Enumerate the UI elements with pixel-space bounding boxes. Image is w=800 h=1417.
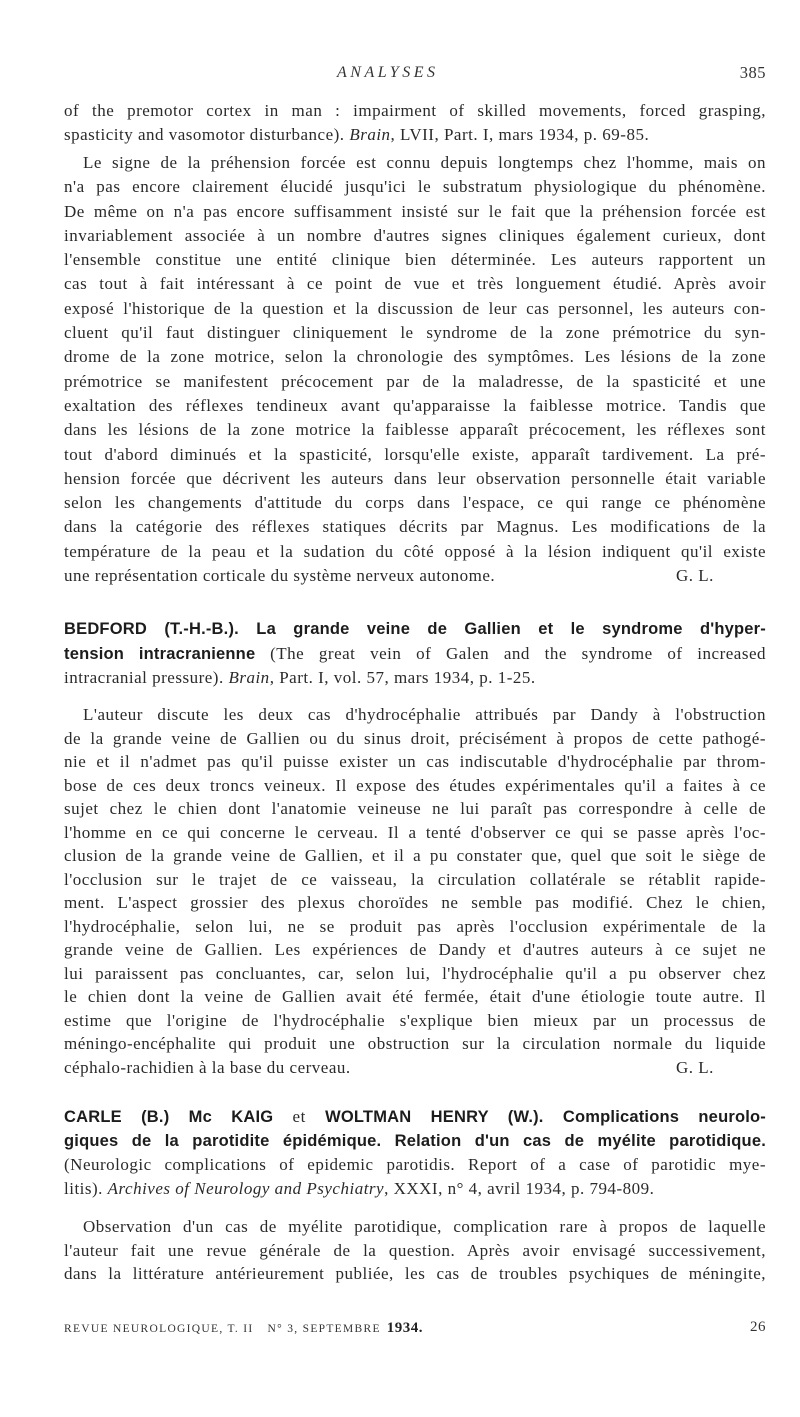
heading-line bbox=[64, 666, 766, 691]
author-names: WOLTMAN HENRY (W.). bbox=[325, 1108, 563, 1126]
footer-journal: REVUE NEUROLOGIQUE, T. II bbox=[64, 1323, 254, 1335]
citation-text: spasticity and vasomotor disturbance). bbox=[64, 124, 350, 144]
page-number: 385 bbox=[739, 63, 766, 82]
journal-title: Brain bbox=[349, 124, 391, 144]
article-title: Complications neurolo- bbox=[562, 1108, 766, 1126]
heading-line: (Neurologic complications of epidemic parotidis. Report of a case of parotidic mye- bbox=[64, 1155, 766, 1174]
article-title: giques de la parotidite épidémique. Relation d'un cas de myélite parotidique. bbox=[64, 1132, 766, 1150]
body-line: ment. L'aspect grossier des plexus choroïdes ne semble pas modifié. Chez le chien, bbox=[64, 893, 766, 912]
abstract-2-body bbox=[64, 703, 766, 1079]
abstract-1-citation bbox=[64, 99, 766, 146]
citation-line bbox=[64, 123, 766, 147]
body-line: de la grande veine de Gallien ou du sinus droit, précisément à propos de cette pathogé- bbox=[64, 728, 766, 748]
body-line bbox=[64, 564, 766, 588]
body-line: méningo-encéphalite qui produit une obstruction sur la circulation normale du liquide bbox=[64, 1034, 766, 1053]
body-line: exaltation des réflexes tendineux avant qu'apparaisse la faiblesse motrice. Tandis que bbox=[64, 395, 766, 415]
body-line: le chien dont la veine de Gallien avait été fermée, était d'une étiologie toute autre. Il bbox=[64, 987, 766, 1006]
body-text: une représentation corticale du système nerveux autonome. bbox=[64, 566, 496, 586]
body-line: selon les changements d'attitude du corps dans l'espace, ce qui range ce phénomène bbox=[64, 493, 766, 513]
english-title: litis). bbox=[64, 1179, 108, 1198]
page-footer bbox=[64, 1315, 766, 1339]
body-line: sujet chez le chien dont l'anatomie veineuse ne lui paraît pas correspondre à celle de bbox=[64, 799, 766, 818]
reviewer-initials: G. L. bbox=[676, 1057, 714, 1077]
footer-year: 1934. bbox=[386, 1320, 424, 1336]
body-text: céphalo-rachidien à la base du cerveau. bbox=[64, 1057, 351, 1077]
body-line: Observation d'un cas de myélite parotidique, complication rare à propos de laquelle bbox=[83, 1217, 766, 1236]
reviewer-initials: G. L. bbox=[676, 566, 714, 586]
body-line: L'auteur discute les deux cas d'hydrocéphalie attribués par Dandy à l'obstruction bbox=[83, 705, 766, 724]
body-line: température de la peau et la sudation du côté opposé à la lésion indiquent qu'il existe bbox=[64, 541, 766, 561]
english-title: intracranial pressure). bbox=[64, 668, 229, 687]
footer-issue: N° 3, SEPTEMBRE bbox=[267, 1323, 381, 1335]
citation-text: , LVII, Part. I, mars 1934, p. 69-85. bbox=[390, 124, 650, 144]
body-line: lui paraissent pas concluantes, car, selon lui, l'hydrocéphalie qu'il a pu observer chez bbox=[64, 963, 766, 983]
heading-line bbox=[64, 617, 766, 642]
abstract-3-heading bbox=[64, 1105, 766, 1201]
body-line: estime que l'origine de l'hydrocéphalie s'explique bien mieux par un processus de bbox=[64, 1010, 766, 1030]
body-line: prémotrice se manifestent précocement par de la maladresse, de la spasticité et une bbox=[64, 371, 766, 391]
body-line: n'a pas encore clairement élucidé jusqu'ici le substratum physiologique du phénomène. bbox=[64, 177, 766, 197]
article-title: tension intracranienne bbox=[64, 644, 256, 663]
running-title: ANALYSES bbox=[337, 64, 439, 81]
body-line: drome de la zone motrice, selon la chronologie des symptômes. Les lésions de la zone bbox=[64, 347, 766, 367]
abstract-1-body bbox=[64, 151, 766, 588]
running-head bbox=[64, 61, 766, 85]
body-line: dans la catégorie des réflexes statiques décrits par Magnus. Les modifications de la bbox=[64, 517, 766, 537]
journal-title: Archives of Neurology and Psychiatry bbox=[107, 1179, 385, 1198]
body-line: bose de ces deux troncs veineux. Il expose des études expérimentales qu'il a faites à ce bbox=[64, 775, 766, 795]
sheet-number: 26 bbox=[750, 1319, 766, 1335]
body-line: dans la littérature antérieurement publiée, les cas de troubles psychiques de méningite, bbox=[64, 1264, 766, 1283]
heading-line bbox=[64, 642, 766, 667]
abstract-2-heading bbox=[64, 617, 766, 691]
heading-line bbox=[64, 1129, 766, 1153]
body-line: nie et il n'admet pas qu'il puisse exister un cas indiscutable d'hydrocéphalie par throm- bbox=[64, 752, 766, 771]
body-line: hension forcée que décrivent les auteurs dans leur observation personnelle était variable bbox=[64, 468, 766, 488]
body-line: l'occlusion sur le trajet de ce vaisseau, la circulation collatérale se rétablit rapide- bbox=[64, 869, 766, 889]
body-line: Le signe de la préhension forcée est connu depuis longtemps chez l'homme, mais on bbox=[83, 153, 766, 172]
body-line: exposé l'historique de la question et la discussion de leur cas personnel, les auteurs con- bbox=[64, 298, 766, 318]
body-line: cas tout à fait intéressant à ce point de vue et très longuement étudié. Après avoir bbox=[64, 274, 766, 294]
body-line: De même on n'a pas encore suffisamment insisté sur le fait que la préhension forcée est bbox=[64, 201, 766, 221]
citation-line: of the premotor cortex in man : impairment of skilled movements, forced grasping, bbox=[64, 101, 766, 120]
english-title: (The great vein of Galen and the syndrome of increased bbox=[255, 643, 766, 663]
body-line: l'auteur fait une revue générale de la question. Après avoir envisagé successivement, bbox=[64, 1240, 766, 1260]
body-line: l'hydrocéphalie, selon lui, ne se produit pas après l'occlusion expérimentale de la bbox=[64, 916, 766, 936]
body-line: l'ensemble constitue une entité clinique bien déterminée. Les auteurs rapportent un bbox=[64, 250, 766, 270]
body-line: invariablement associée à un nombre d'autres signes cliniques également curieux, dont bbox=[64, 225, 766, 245]
body-line: l'homme en ce qui concerne le cerveau. Il a tenté d'observer ce qui se passe après l'oc- bbox=[64, 822, 766, 842]
body-line: grande veine de Gallien. Les expériences de Dandy et d'autres auteurs à ce sujet ne bbox=[64, 940, 766, 959]
body-line: tout d'abord diminués et la spasticité, lorsqu'elle existe, apparaît tardivement. La pré- bbox=[64, 444, 766, 464]
author-names: BEDFORD (T.-H.-B.). bbox=[64, 620, 257, 638]
body-line bbox=[64, 1056, 766, 1080]
body-line: clusion de la grande veine de Gallien, et il a pu constater que, quel que soit le siège de bbox=[64, 846, 766, 865]
author-names: CARLE (B.) Mc KAIG bbox=[64, 1108, 274, 1126]
citation-text: , XXXI, n° 4, avril 1934, p. 794-809. bbox=[384, 1179, 655, 1198]
body-line: cluent qu'il faut distinguer cliniquement le syndrome de la zone prémotrice du syn- bbox=[64, 323, 766, 343]
heading-line bbox=[64, 1105, 766, 1129]
body-line: dans les lésions de la zone motrice la faiblesse apparaît précocement, les réflexes sont bbox=[64, 420, 766, 440]
abstract-3-body bbox=[64, 1215, 766, 1286]
citation-text: , Part. I, vol. 57, mars 1934, p. 1-25. bbox=[269, 668, 536, 687]
article-title: La grande veine de Gallien et le syndrome d'hyper- bbox=[256, 620, 766, 638]
author-conjunction: et bbox=[273, 1107, 326, 1126]
heading-line bbox=[64, 1177, 766, 1201]
journal-title: Brain bbox=[228, 668, 270, 687]
